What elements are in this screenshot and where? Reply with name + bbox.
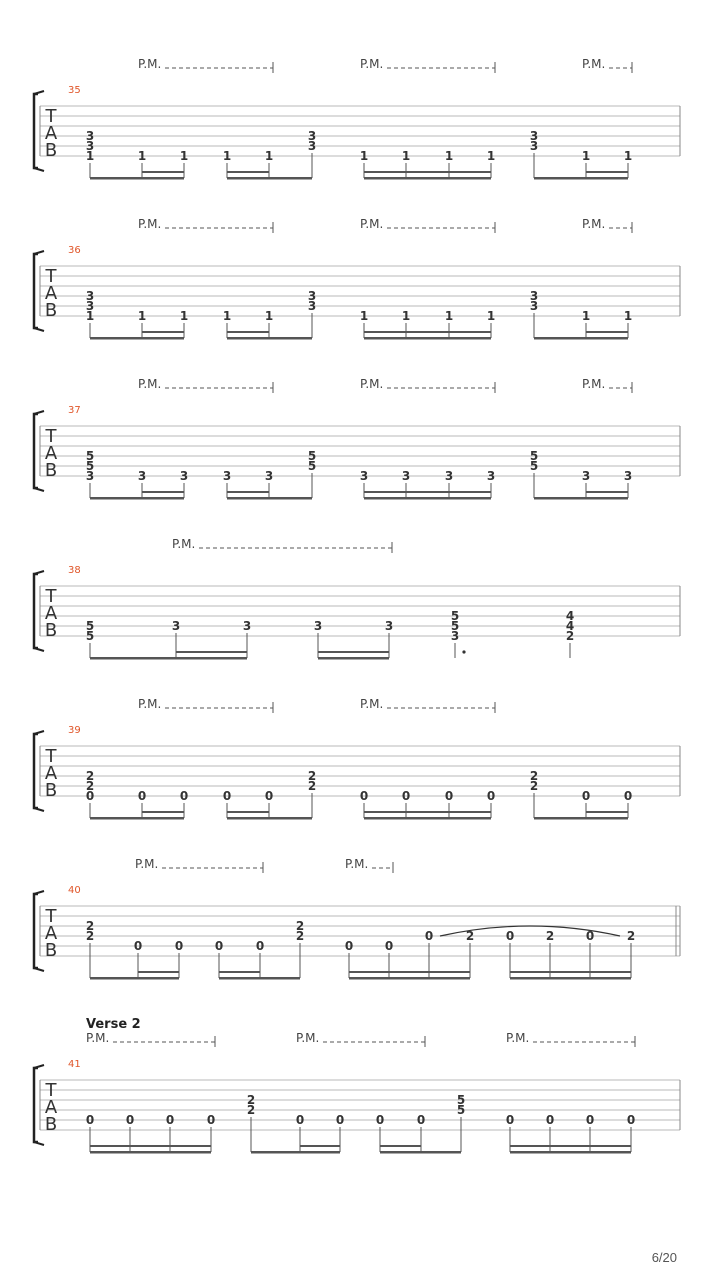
- fret-number: 2: [85, 769, 95, 783]
- fret-number: 1: [222, 309, 232, 323]
- fret-number: 1: [359, 149, 369, 163]
- fret-number: 5: [85, 459, 95, 473]
- primary-beam: [219, 977, 300, 980]
- fret-number: 5: [85, 619, 95, 633]
- tab-clef-letter: B: [44, 300, 58, 321]
- fret-number: 5: [85, 449, 95, 463]
- system-bracket-hook: [34, 1142, 44, 1145]
- measure-number: 36: [68, 245, 81, 256]
- tab-clef-letter: B: [44, 780, 58, 801]
- secondary-beam: [364, 171, 491, 173]
- fret-number: 5: [85, 629, 95, 643]
- secondary-beam: [227, 811, 269, 813]
- fret-number: 3: [450, 629, 460, 643]
- secondary-beam: [142, 491, 184, 493]
- fret-number: 0: [623, 789, 633, 803]
- fret-number: 1: [85, 149, 95, 163]
- primary-beam: [510, 977, 631, 980]
- fret-number: 3: [529, 129, 539, 143]
- tab-clef-letter: B: [44, 940, 58, 961]
- primary-beam: [227, 497, 312, 500]
- primary-beam: [364, 177, 491, 180]
- primary-beam: [90, 1151, 211, 1154]
- primary-beam: [251, 1151, 340, 1154]
- primary-beam: [90, 977, 179, 980]
- fret-number: 2: [307, 769, 317, 783]
- palm-mute-label: P.M.: [345, 857, 369, 871]
- fret-number: 2: [246, 1103, 256, 1117]
- fret-number: 2: [465, 929, 475, 943]
- system-bracket-hook: [34, 731, 44, 734]
- system-bracket-hook: [34, 891, 44, 894]
- primary-beam: [364, 817, 491, 820]
- system-bracket: [34, 1068, 38, 1142]
- fret-number: 1: [264, 149, 274, 163]
- system-bracket: [34, 574, 38, 648]
- primary-beam: [90, 337, 184, 340]
- fret-number: 3: [307, 289, 317, 303]
- fret-number: 0: [585, 929, 595, 943]
- fret-number: 3: [307, 299, 317, 313]
- tab-clef-letter: B: [44, 620, 58, 641]
- fret-number: 5: [529, 459, 539, 473]
- fret-number: 4: [565, 609, 575, 623]
- fret-number: 5: [529, 449, 539, 463]
- primary-beam: [534, 177, 628, 180]
- fret-number: 1: [444, 149, 454, 163]
- system-bracket-hook: [34, 808, 44, 811]
- secondary-beam: [142, 171, 184, 173]
- primary-beam: [318, 657, 389, 660]
- augmentation-dot: [462, 650, 465, 653]
- fret-number: 3: [529, 139, 539, 153]
- fret-number: 1: [486, 149, 496, 163]
- fret-number: 0: [581, 789, 591, 803]
- fret-number: 2: [85, 929, 95, 943]
- tab-system: [34, 57, 680, 180]
- fret-number: 2: [295, 929, 305, 943]
- tab-system: [34, 857, 680, 980]
- palm-mute-label: P.M.: [172, 537, 196, 551]
- primary-beam: [90, 497, 184, 500]
- palm-mute-label: P.M.: [86, 1031, 110, 1045]
- tab-system: [34, 1017, 680, 1154]
- fret-number: 3: [359, 469, 369, 483]
- secondary-beam: [227, 331, 269, 333]
- fret-number: 3: [581, 469, 591, 483]
- fret-number: 3: [85, 299, 95, 313]
- tab-clef-letter: A: [44, 283, 58, 304]
- fret-number: 0: [335, 1113, 345, 1127]
- measure-number: 35: [68, 85, 81, 96]
- secondary-beam: [586, 811, 628, 813]
- measure-number: 37: [68, 405, 81, 416]
- palm-mute-label: P.M.: [135, 857, 159, 871]
- fret-number: 3: [179, 469, 189, 483]
- fret-number: 0: [295, 1113, 305, 1127]
- system-bracket-hook: [34, 411, 44, 414]
- system-bracket-hook: [34, 488, 44, 491]
- tab-system: [34, 537, 680, 660]
- tab-clef-letter: B: [44, 1114, 58, 1135]
- fret-number: 3: [85, 139, 95, 153]
- fret-number: 0: [255, 939, 265, 953]
- secondary-beam: [138, 971, 179, 973]
- secondary-beam: [586, 331, 628, 333]
- fret-number: 0: [174, 939, 184, 953]
- fret-number: 5: [307, 459, 317, 473]
- fret-number: 2: [295, 919, 305, 933]
- primary-beam: [364, 497, 491, 500]
- fret-number: 0: [505, 929, 515, 943]
- tab-clef-letter: T: [45, 746, 57, 767]
- tab-clef-letter: T: [45, 906, 57, 927]
- fret-number: 1: [486, 309, 496, 323]
- fret-number: 1: [85, 309, 95, 323]
- fret-number: 1: [222, 149, 232, 163]
- tab-clef-letter: T: [45, 106, 57, 127]
- fret-number: 3: [137, 469, 147, 483]
- fret-number: 3: [85, 289, 95, 303]
- fret-number: 3: [384, 619, 394, 633]
- measure-number: 40: [68, 885, 81, 896]
- tab-clef-letter: A: [44, 603, 58, 624]
- secondary-beam: [586, 491, 628, 493]
- fret-number: 0: [416, 1113, 426, 1127]
- system-bracket: [34, 894, 38, 968]
- tab-clef-letter: A: [44, 443, 58, 464]
- palm-mute-label: P.M.: [582, 57, 606, 71]
- fret-number: 1: [137, 309, 147, 323]
- system-bracket: [34, 254, 38, 328]
- tab-system: [34, 217, 680, 340]
- secondary-beam: [142, 811, 184, 813]
- secondary-beam: [510, 1145, 631, 1147]
- secondary-beam: [227, 171, 269, 173]
- fret-number: 0: [505, 1113, 515, 1127]
- primary-beam: [349, 977, 470, 980]
- fret-number: 2: [529, 779, 539, 793]
- fret-number: 1: [179, 149, 189, 163]
- fret-number: 5: [307, 449, 317, 463]
- measure-number: 38: [68, 565, 81, 576]
- fret-number: 3: [444, 469, 454, 483]
- page-number: 6/20: [651, 1250, 677, 1265]
- tab-clef-letter: B: [44, 140, 58, 161]
- tab-system: [34, 697, 680, 820]
- secondary-beam: [364, 331, 491, 333]
- fret-number: 0: [401, 789, 411, 803]
- system-bracket: [34, 414, 38, 488]
- fret-number: 0: [137, 789, 147, 803]
- fret-number: 0: [125, 1113, 135, 1127]
- secondary-beam: [380, 1145, 421, 1147]
- fret-number: 1: [179, 309, 189, 323]
- fret-number: 1: [401, 149, 411, 163]
- palm-mute-label: P.M.: [360, 57, 384, 71]
- fret-number: 1: [581, 149, 591, 163]
- fret-number: 2: [85, 919, 95, 933]
- fret-number: 1: [401, 309, 411, 323]
- primary-beam: [90, 817, 184, 820]
- fret-number: 3: [85, 129, 95, 143]
- fret-number: 0: [206, 1113, 216, 1127]
- system-bracket-hook: [34, 251, 44, 254]
- fret-number: 5: [450, 609, 460, 623]
- system-bracket-hook: [34, 1065, 44, 1068]
- palm-mute-label: P.M.: [138, 217, 162, 231]
- secondary-beam: [318, 651, 389, 653]
- fret-number: 2: [545, 929, 555, 943]
- tab-clef-letter: A: [44, 1097, 58, 1118]
- secondary-beam: [300, 1145, 340, 1147]
- palm-mute-label: P.M.: [506, 1031, 530, 1045]
- palm-mute-label: P.M.: [582, 217, 606, 231]
- primary-beam: [227, 177, 312, 180]
- fret-number: 0: [545, 1113, 555, 1127]
- secondary-beam: [349, 971, 470, 973]
- secondary-beam: [364, 811, 491, 813]
- tab-clef-letter: B: [44, 460, 58, 481]
- fret-number: 3: [623, 469, 633, 483]
- secondary-beam: [142, 331, 184, 333]
- system-bracket-hook: [34, 328, 44, 331]
- fret-number: 0: [424, 929, 434, 943]
- primary-beam: [364, 337, 491, 340]
- fret-number: 0: [179, 789, 189, 803]
- palm-mute-label: P.M.: [360, 217, 384, 231]
- fret-number: 0: [444, 789, 454, 803]
- fret-number: 0: [133, 939, 143, 953]
- fret-number: 0: [264, 789, 274, 803]
- fret-number: 3: [242, 619, 252, 633]
- system-bracket-hook: [34, 168, 44, 171]
- secondary-beam: [90, 1145, 211, 1147]
- measure-number: 39: [68, 725, 81, 736]
- system-bracket-hook: [34, 648, 44, 651]
- secondary-beam: [510, 971, 631, 973]
- fret-number: 1: [623, 149, 633, 163]
- primary-beam: [380, 1151, 461, 1154]
- fret-number: 0: [344, 939, 354, 953]
- fret-number: 0: [85, 789, 95, 803]
- fret-number: 3: [264, 469, 274, 483]
- secondary-beam: [227, 491, 269, 493]
- primary-beam: [227, 817, 312, 820]
- fret-number: 0: [165, 1113, 175, 1127]
- tab-clef-letter: T: [45, 586, 57, 607]
- secondary-beam: [364, 491, 491, 493]
- fret-number: 2: [529, 769, 539, 783]
- fret-number: 5: [450, 619, 460, 633]
- secondary-beam: [219, 971, 260, 973]
- fret-number: 1: [444, 309, 454, 323]
- system-bracket-hook: [34, 968, 44, 971]
- tab-clef-letter: T: [45, 266, 57, 287]
- fret-number: 3: [171, 619, 181, 633]
- system-bracket: [34, 94, 38, 168]
- primary-beam: [90, 657, 247, 660]
- system-bracket-hook: [34, 91, 44, 94]
- system-bracket-hook: [34, 571, 44, 574]
- fret-number: 0: [585, 1113, 595, 1127]
- primary-beam: [534, 817, 628, 820]
- fret-number: 0: [486, 789, 496, 803]
- fret-number: 3: [401, 469, 411, 483]
- tab-clef-letter: T: [45, 426, 57, 447]
- fret-number: 3: [307, 129, 317, 143]
- fret-number: 5: [456, 1093, 466, 1107]
- fret-number: 0: [222, 789, 232, 803]
- tab-clef-letter: T: [45, 1080, 57, 1101]
- fret-number: 0: [626, 1113, 636, 1127]
- tab-system: [34, 377, 680, 500]
- fret-number: 2: [307, 779, 317, 793]
- tab-clef-letter: A: [44, 123, 58, 144]
- fret-number: 2: [626, 929, 636, 943]
- fret-number: 3: [529, 299, 539, 313]
- measure-number: 41: [68, 1059, 81, 1070]
- fret-number: 3: [85, 469, 95, 483]
- fret-number: 3: [313, 619, 323, 633]
- fret-number: 1: [137, 149, 147, 163]
- fret-number: 1: [581, 309, 591, 323]
- fret-number: 2: [565, 629, 575, 643]
- fret-number: 3: [486, 469, 496, 483]
- primary-beam: [227, 337, 312, 340]
- fret-number: 0: [384, 939, 394, 953]
- fret-number: 0: [214, 939, 224, 953]
- secondary-beam: [176, 651, 247, 653]
- fret-number: 3: [307, 139, 317, 153]
- palm-mute-label: P.M.: [582, 377, 606, 391]
- palm-mute-label: P.M.: [138, 377, 162, 391]
- system-bracket: [34, 734, 38, 808]
- fret-number: 2: [246, 1093, 256, 1107]
- secondary-beam: [586, 171, 628, 173]
- palm-mute-label: P.M.: [360, 697, 384, 711]
- fret-number: 3: [222, 469, 232, 483]
- palm-mute-label: P.M.: [138, 697, 162, 711]
- fret-number: 0: [359, 789, 369, 803]
- fret-number: 5: [456, 1103, 466, 1117]
- primary-beam: [90, 177, 184, 180]
- fret-number: 1: [264, 309, 274, 323]
- palm-mute-label: P.M.: [138, 57, 162, 71]
- tab-clef-letter: A: [44, 923, 58, 944]
- fret-number: 0: [375, 1113, 385, 1127]
- primary-beam: [534, 337, 628, 340]
- fret-number: 1: [623, 309, 633, 323]
- primary-beam: [534, 497, 628, 500]
- palm-mute-label: P.M.: [360, 377, 384, 391]
- fret-number: 3: [529, 289, 539, 303]
- fret-number: 1: [359, 309, 369, 323]
- palm-mute-label: P.M.: [296, 1031, 320, 1045]
- primary-beam: [510, 1151, 631, 1154]
- fret-number: 4: [565, 619, 575, 633]
- section-label: Verse 2: [86, 1017, 141, 1032]
- tab-clef-letter: A: [44, 763, 58, 784]
- fret-number: 2: [85, 779, 95, 793]
- fret-number: 0: [85, 1113, 95, 1127]
